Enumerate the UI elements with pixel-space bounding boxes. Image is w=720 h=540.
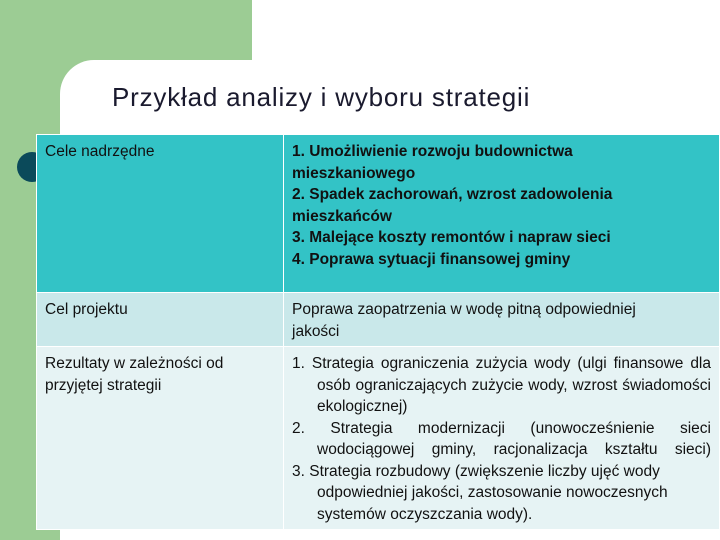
content-line: Poprawa zaopatrzenia w wodę pitną odpowiedniej [292, 301, 636, 318]
slide-title: Przykład analizy i wyboru strategii [112, 82, 531, 112]
strategy-item: 1. Strategia ograniczenia zużycia wody (ulgi finansowe dla osób ograniczających zużycie wody, wzrost świadomości ekologicznej) [292, 355, 711, 415]
table-row [37, 347, 720, 530]
row-label: Cel projektu [37, 293, 284, 347]
strategy-item: 3. Strategia rozbudowy (zwiększenie liczby ujęć wody odpowiedniej jakości, zastosowanie nowoczesnych systemów oczyszczania wody). [292, 462, 668, 523]
content-line: mieszkańców [292, 207, 392, 225]
content-line: 3. Malejące koszty remontów i napraw sieci [292, 229, 611, 246]
content-line: 2. Spadek zachorowań, wzrost zadowolenia [292, 186, 613, 203]
row-content [284, 293, 720, 347]
row-content [284, 135, 720, 293]
content-line: 1. Umożliwienie rozwoju budownictwa [292, 143, 573, 160]
table-row [37, 135, 720, 293]
content-line: jakości [292, 322, 340, 340]
content-line: mieszkaniowego [292, 164, 416, 182]
strategy-table [36, 134, 720, 530]
table-row [37, 293, 720, 347]
content-line: 4. Poprawa sytuacji finansowej gminy [292, 250, 571, 268]
row-label: Cele nadrzędne [37, 135, 284, 293]
strategy-item: 2. Strategia modernizacji (unowocześnienie sieci wodociągowej gminy, racjonalizacja kształtu sieci) [292, 419, 711, 458]
row-content [284, 347, 720, 530]
row-label: Rezultaty w zależności od przyjętej strategii [37, 347, 284, 530]
